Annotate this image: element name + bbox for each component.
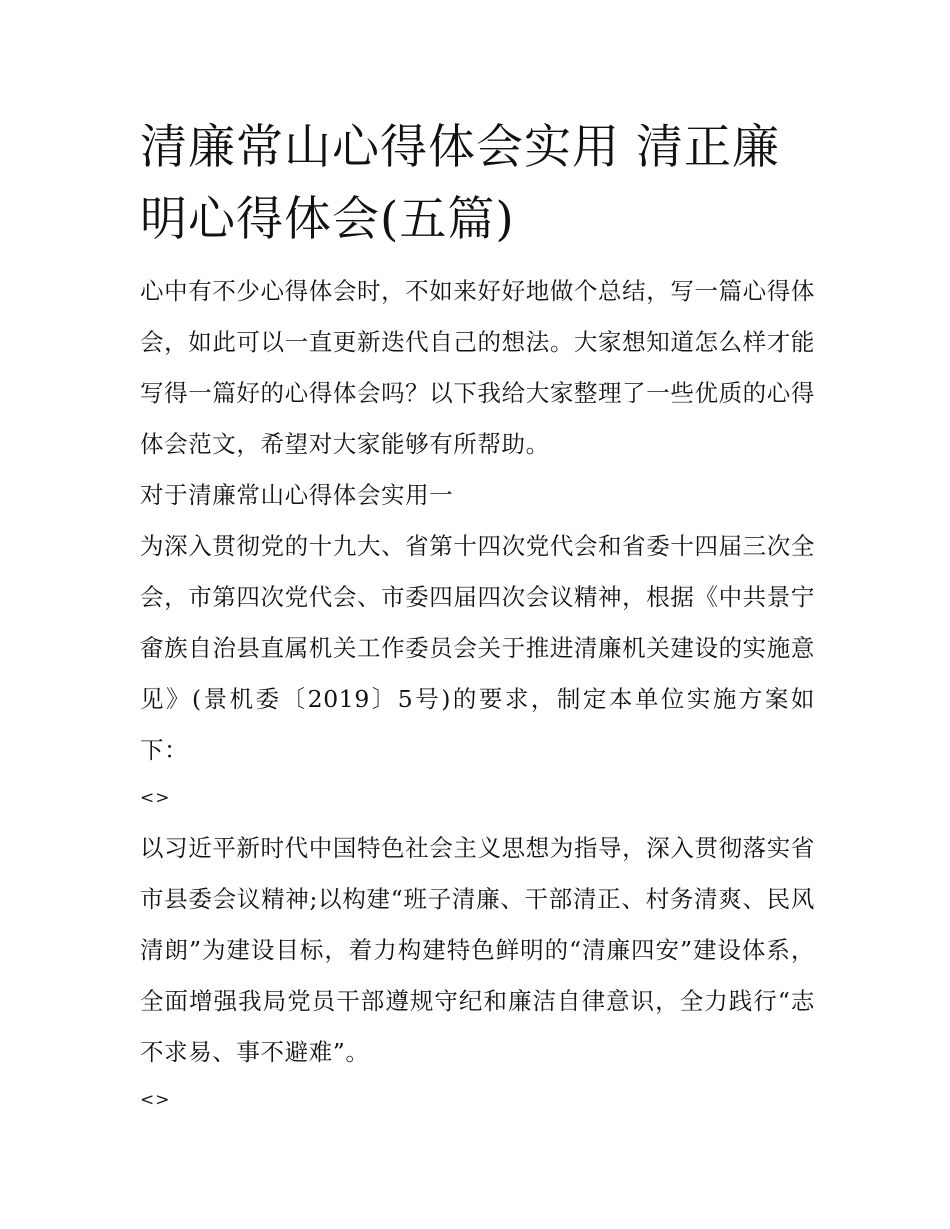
section-heading: 对于清廉常山心得体会实用一 [140,481,454,509]
body-paragraph-purpose: 为深入贯彻党的十九大、省第十四次党代会和省委十四届三次全会，市第四次党代会、市委四届四次会议精神，根据《中共景宁畲族自治县直属机关工作委员会关于推进清廉机关建设的实施意见》(景机委〔2019〕5号)的要求，制定本单位实施方案如下： [140,532,815,764]
document-title: 清廉常山心得体会实用 清正廉明心得体会(五篇) [140,120,780,247]
section-marker: <> [140,788,171,808]
intro-paragraph: 心中有不少心得体会时，不如来好好地做个总结，写一篇心得体会，如此可以一直更新迭代自己的想法。大家想知道怎么样才能写得一篇好的心得体会吗？以下我给大家整理了一些优质的心得体会范文，希望对大家能够有所帮助。 [140,277,815,458]
body-paragraph-guidance: 以习近平新时代中国特色社会主义思想为指导，深入贯彻落实省市县委会议精神;以构建“班子清廉、干部清正、村务清爽、民风清朗”为建设目标，着力构建特色鲜明的“清廉四安”建设体系，全面增强我局党员干部遵规守纪和廉洁自律意识，全力践行“志不求易、事不避难”。 [140,834,815,1066]
section-marker: <> [140,1090,171,1110]
document-page [140,112,815,1125]
